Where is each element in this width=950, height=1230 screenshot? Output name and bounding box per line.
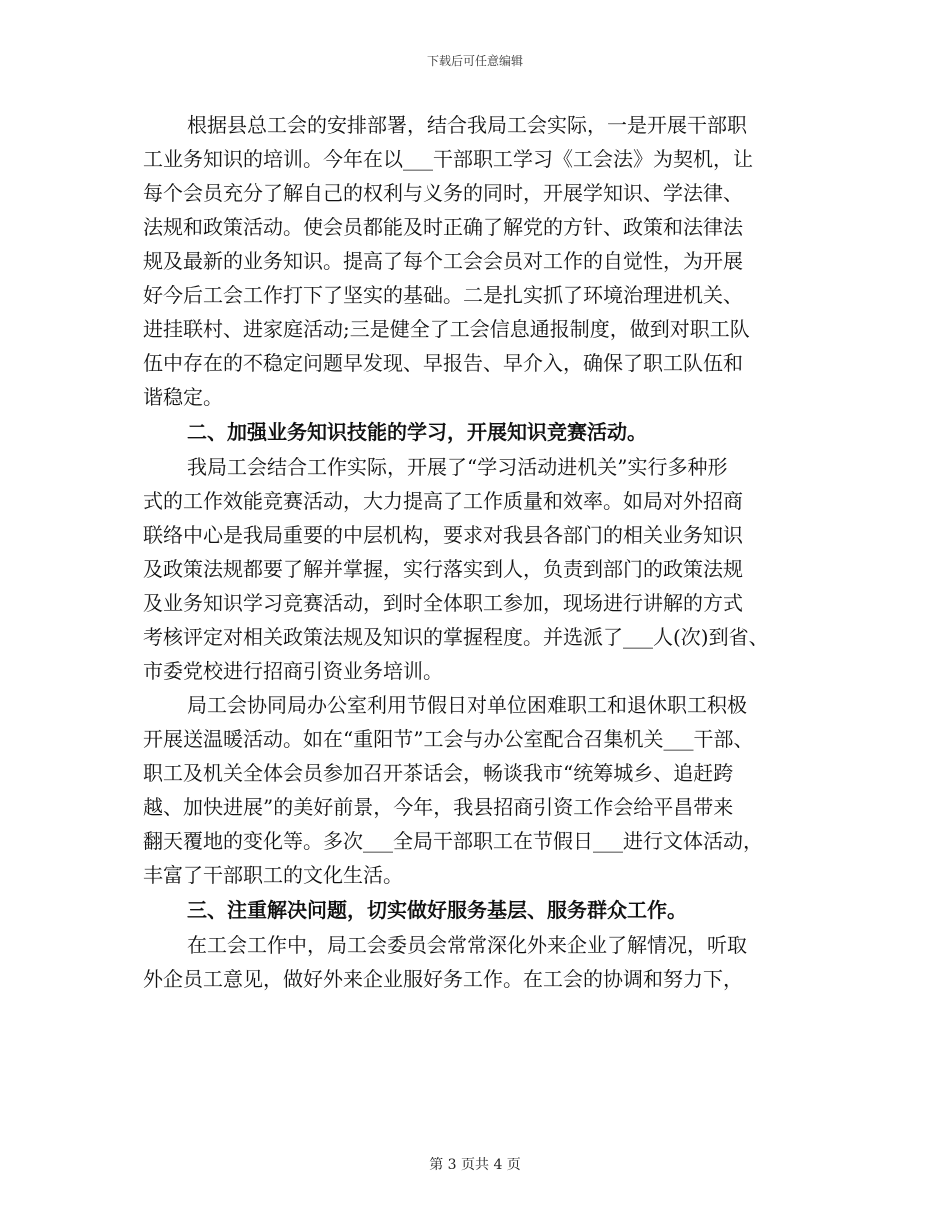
paragraph-line: 我局工会结合工作实际，开展了“学习活动进机关”实行多种形 (187, 455, 728, 479)
paragraph-line: 好今后工会工作打下了坚实的基础。二是扎实抓了环境治理进机关、 (143, 283, 743, 307)
paragraph-line: 及政策法规都要了解并掌握，实行落实到人，负责到部门的政策法规 (143, 557, 743, 581)
paragraph-line: 进挂联村、进家庭活动;三是健全了工会信息通报制度，做到对职工队 (143, 317, 750, 341)
page-number: 第 3 页共 4 页 (429, 1157, 521, 1173)
paragraph-line: 规及最新的业务知识。提高了每个工会会员对工作的自觉性，为开展 (143, 249, 743, 273)
paragraph-line: 法规和政策活动。使会员都能及时正确了解党的方针、政策和法律法 (143, 215, 743, 239)
paragraph-line: 翻天覆地的变化等。多次___全局干部职工在节假日___进行文体活动， (143, 829, 763, 853)
paragraph-line: 市委党校进行招商引资业务培训。 (143, 659, 443, 683)
paragraph-line: 根据县总工会的安排部署，结合我局工会实际，一是开展干部职 (187, 113, 747, 137)
section-heading: 二、加强业务知识技能的学习，开展知识竞赛活动。 (187, 420, 647, 444)
paragraph-line: 谐稳定。 (143, 385, 223, 409)
paragraph-line: 联络中心是我局重要的中层机构，要求对我县各部门的相关业务知识 (143, 523, 743, 547)
document-body (143, 108, 823, 996)
paragraph-line: 考核评定对相关政策法规及知识的掌握程度。并选派了___人(次)到省、 (143, 625, 769, 649)
paragraph-line: 工业务知识的培训。今年在以___干部职工学习《工会法》为契机，让 (143, 147, 753, 171)
paragraph-line: 开展送温暖活动。如在“重阳节”工会与办公室配合召集机关___干部、 (143, 727, 754, 751)
paragraph-line: 伍中存在的不稳定问题早发现、早报告、早介入，确保了职工队伍和 (143, 351, 743, 375)
page-header-note: 下载后可任意编辑 (426, 54, 523, 68)
paragraph-line: 越、加快进展”的美好前景，今年，我县招商引资工作会给平昌带来 (143, 795, 734, 819)
paragraph-line: 每个会员充分了解自己的权利与义务的同时，开展学知识、学法律、 (143, 181, 743, 205)
paragraph-line: 外企员工意见，做好外来企业服好务工作。在工会的协调和努力下， (143, 967, 743, 991)
paragraph-line: 及业务知识学习竞赛活动，到时全体职工参加，现场进行讲解的方式 (143, 591, 743, 615)
paragraph-line: 式的工作效能竞赛活动，大力提高了工作质量和效率。如局对外招商 (143, 489, 743, 513)
paragraph-line: 职工及机关全体会员参加召开茶话会，畅谈我市“统筹城乡、追赶跨 (143, 761, 734, 785)
section-heading: 三、注重解决问题，切实做好服务基层、服务群众工作。 (187, 898, 687, 922)
paragraph-line: 局工会协同局办公室利用节假日对单位困难职工和退休职工积极 (187, 693, 747, 717)
paragraph-line: 丰富了干部职工的文化生活。 (143, 863, 403, 887)
paragraph-line: 在工会工作中，局工会委员会常常深化外来企业了解情况，听取 (187, 933, 747, 957)
